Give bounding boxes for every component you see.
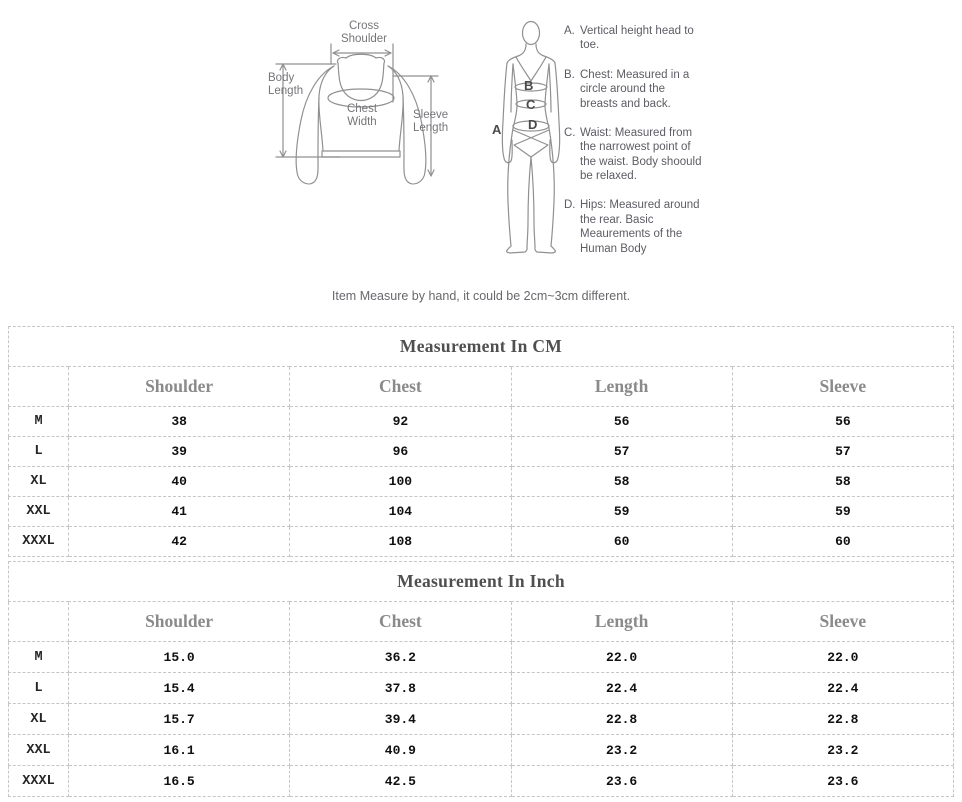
size-label: XXL: [9, 735, 69, 766]
legend-item-d: [564, 198, 744, 256]
legend-key: B.: [564, 68, 575, 81]
legend-key: A.: [564, 25, 575, 37]
measurement-value: 16.1: [69, 735, 290, 766]
size-label: L: [9, 437, 69, 467]
measurement-value: 39: [69, 437, 290, 467]
size-column-header: [9, 367, 69, 407]
chest-width-label: Chest Width: [346, 103, 378, 129]
table-row: [9, 735, 954, 766]
measurement-value: 22.0: [732, 642, 953, 673]
measurement-legend: [564, 24, 744, 271]
table-row: [9, 467, 954, 497]
measurement-value: 42: [69, 527, 290, 557]
measurement-value: 41: [69, 497, 290, 527]
size-label: L: [9, 673, 69, 704]
measurement-value: 15.0: [69, 642, 290, 673]
measurement-value: 58: [511, 467, 732, 497]
table-row: [9, 704, 954, 735]
body-length-label: Body Length: [268, 72, 304, 98]
size-label: XL: [9, 704, 69, 735]
legend-text: Vertical height head to toe.: [580, 25, 694, 52]
table-row: [9, 407, 954, 437]
measurement-value: 23.6: [511, 766, 732, 797]
table-row: [9, 766, 954, 797]
measurement-value: 104: [290, 497, 511, 527]
human-figure-icon: [502, 22, 559, 254]
measurement-value: 22.4: [732, 673, 953, 704]
size-label: XXXL: [9, 527, 69, 557]
size-label: M: [9, 407, 69, 437]
measurement-value: 22.0: [511, 642, 732, 673]
measurement-value: 92: [290, 407, 511, 437]
measurement-value: 57: [511, 437, 732, 467]
measure-disclaimer-note: Item Measure by hand, it could be 2cm~3cm different.: [331, 289, 631, 303]
column-header-chest: Chest: [290, 602, 511, 642]
measurement-value: 40.9: [290, 735, 511, 766]
table-row: [9, 497, 954, 527]
table-title: Measurement In Inch: [9, 562, 954, 602]
figure-marker-d: D: [528, 117, 538, 132]
table-row: [9, 527, 954, 557]
legend-item-c: [564, 126, 744, 184]
column-header-length: Length: [511, 602, 732, 642]
column-header-sleeve: Sleeve: [732, 367, 953, 407]
size-column-header: [9, 602, 69, 642]
table-header-row: [9, 602, 954, 642]
size-label: XL: [9, 467, 69, 497]
legend-item-a: [564, 24, 744, 53]
table-row: [9, 673, 954, 704]
measurement-value: 37.8: [290, 673, 511, 704]
measurement-value: 23.2: [511, 735, 732, 766]
size-label: M: [9, 642, 69, 673]
size-tables-section: [0, 320, 962, 797]
legend-text: Hips: Measured around the rear. Basic Meaurements of the Human Body: [580, 199, 700, 255]
measurement-value: 38: [69, 407, 290, 437]
legend-item-b: [564, 68, 744, 111]
measurement-value: 22.8: [511, 704, 732, 735]
sleeve-length-label: Sleeve Length: [413, 109, 449, 135]
measurement-value: 100: [290, 467, 511, 497]
measurement-value: 58: [732, 467, 953, 497]
measurement-diagram-section: [0, 0, 962, 320]
size-label: XXXL: [9, 766, 69, 797]
table-row: [9, 642, 954, 673]
legend-key: D.: [564, 199, 576, 212]
measurement-value: 15.4: [69, 673, 290, 704]
size-table-inch: [8, 561, 954, 797]
measurement-value: 42.5: [290, 766, 511, 797]
legend-text: Waist: Measured from the narrowest point of the waist. Body shoould be relaxed.: [580, 126, 702, 182]
measurement-value: 96: [290, 437, 511, 467]
size-table-cm: [8, 326, 954, 557]
measurement-value: 39.4: [290, 704, 511, 735]
measurement-value: 22.8: [732, 704, 953, 735]
legend-text: Chest: Measured in a circle around the breasts and back.: [580, 68, 690, 110]
cross-shoulder-label: Cross Shoulder: [340, 20, 388, 46]
table-title-row: [9, 562, 954, 602]
measurement-value: 59: [511, 497, 732, 527]
table-title: Measurement In CM: [9, 327, 954, 367]
measurement-value: 23.6: [732, 766, 953, 797]
measurement-value: 60: [511, 527, 732, 557]
measurement-value: 60: [732, 527, 953, 557]
measurement-value: 40: [69, 467, 290, 497]
measurement-value: 57: [732, 437, 953, 467]
column-header-length: Length: [511, 367, 732, 407]
measurement-value: 59: [732, 497, 953, 527]
column-header-shoulder: Shoulder: [69, 602, 290, 642]
figure-marker-c: C: [526, 97, 536, 112]
measurement-value: 23.2: [732, 735, 953, 766]
column-header-shoulder: Shoulder: [69, 367, 290, 407]
table-header-row: [9, 367, 954, 407]
measurement-value: 15.7: [69, 704, 290, 735]
figure-marker-a: A: [492, 122, 502, 137]
measurement-value: 56: [511, 407, 732, 437]
measurement-value: 22.4: [511, 673, 732, 704]
legend-key: C.: [564, 126, 576, 139]
size-label: XXL: [9, 497, 69, 527]
table-title-row: [9, 327, 954, 367]
column-header-chest: Chest: [290, 367, 511, 407]
table-row: [9, 437, 954, 467]
measurement-value: 36.2: [290, 642, 511, 673]
measurement-value: 16.5: [69, 766, 290, 797]
column-header-sleeve: Sleeve: [732, 602, 953, 642]
measurement-value: 56: [732, 407, 953, 437]
size-guide-illustration: [0, 0, 962, 320]
figure-marker-b: B: [524, 78, 534, 93]
measurement-value: 108: [290, 527, 511, 557]
